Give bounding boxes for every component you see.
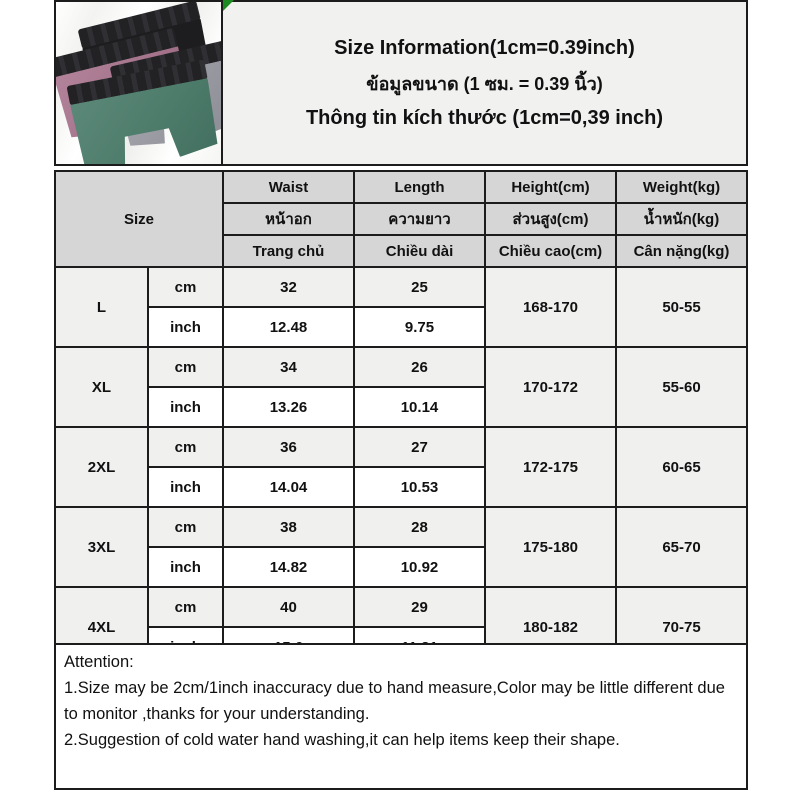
table-row [55, 587, 747, 627]
waist-inch-XL: 13.26 [223, 387, 354, 427]
length-cm-3XL: 28 [354, 507, 485, 547]
waist-cm-4XL: 40 [223, 587, 354, 627]
table-row [55, 267, 747, 307]
weight-XL: 55-60 [616, 347, 747, 427]
table-row [55, 347, 747, 387]
waist-inch-L: 12.48 [223, 307, 354, 347]
waist-inch-2XL: 14.04 [223, 467, 354, 507]
length-inch-L: 9.75 [354, 307, 485, 347]
length-cm-4XL: 29 [354, 587, 485, 627]
col-header-height-th: ส่วนสูง(cm) [485, 203, 616, 235]
col-header-weight-vi: Cân nặng(kg) [616, 235, 747, 267]
size-label-L: L [55, 267, 148, 347]
length-cm-2XL: 27 [354, 427, 485, 467]
length-cm-L: 25 [354, 267, 485, 307]
col-header-length: Length [354, 171, 485, 203]
attention-line-2: 2.Suggestion of cold water hand washing,it can help items keep their shape. [64, 731, 620, 749]
attention-notes [54, 643, 748, 790]
size-header-cell: Size [55, 171, 223, 267]
col-header-weight: Weight(kg) [616, 171, 747, 203]
length-inch-XL: 10.14 [354, 387, 485, 427]
table-row [55, 507, 747, 547]
weight-4XL: 70-75 [616, 587, 747, 667]
title-thai: ข้อมูลขนาด (1 ซม. = 0.39 นิ้ว) [366, 73, 603, 94]
height-XL: 170-172 [485, 347, 616, 427]
col-header-weight-th: น้ำหนัก(kg) [616, 203, 747, 235]
col-header-length-vi: Chiều dài [354, 235, 485, 267]
length-cm-XL: 26 [354, 347, 485, 387]
height-2XL: 172-175 [485, 427, 616, 507]
product-photo [54, 0, 223, 166]
title-block [221, 0, 748, 166]
waist-inch-3XL: 14.82 [223, 547, 354, 587]
attention-title: Attention: [64, 653, 134, 671]
size-label-2XL: 2XL [55, 427, 148, 507]
waist-cm-XL: 34 [223, 347, 354, 387]
col-header-height: Height(cm) [485, 171, 616, 203]
length-inch-3XL: 10.92 [354, 547, 485, 587]
table-row [55, 427, 747, 467]
weight-L: 50-55 [616, 267, 747, 347]
height-L: 168-170 [485, 267, 616, 347]
size-table [54, 170, 748, 668]
col-header-waist-vi: Trang chủ [223, 235, 354, 267]
title-english: Size Information(1cm=0.39inch) [334, 36, 635, 59]
waist-cm-L: 32 [223, 267, 354, 307]
col-header-length-th: ความยาว [354, 203, 485, 235]
unit-inch: inch [148, 467, 223, 507]
unit-cm: cm [148, 427, 223, 467]
unit-cm: cm [148, 587, 223, 627]
unit-inch: inch [148, 547, 223, 587]
weight-2XL: 60-65 [616, 427, 747, 507]
green-corner-triangle-icon [223, 0, 234, 11]
unit-cm: cm [148, 347, 223, 387]
unit-inch: inch [148, 387, 223, 427]
waist-cm-3XL: 38 [223, 507, 354, 547]
unit-cm: cm [148, 267, 223, 307]
height-4XL: 180-182 [485, 587, 616, 667]
unit-inch: inch [148, 307, 223, 347]
weight-3XL: 65-70 [616, 507, 747, 587]
size-label-4XL: 4XL [55, 587, 148, 667]
length-inch-2XL: 10.53 [354, 467, 485, 507]
size-label-XL: XL [55, 347, 148, 427]
col-header-waist-th: หน้าอก [223, 203, 354, 235]
unit-cm: cm [148, 507, 223, 547]
table-header-row-en [55, 171, 747, 203]
size-label-3XL: 3XL [55, 507, 148, 587]
waist-cm-2XL: 36 [223, 427, 354, 467]
col-header-height-vi: Chiều cao(cm) [485, 235, 616, 267]
col-header-waist: Waist [223, 171, 354, 203]
title-vietnamese: Thông tin kích thước (1cm=0,39 inch) [305, 106, 664, 129]
height-3XL: 175-180 [485, 507, 616, 587]
attention-line-1: 1.Size may be 2cm/1inch inaccuracy due to hand measure,Color may be little different due to monitor ,thanks for your understanding. [64, 679, 725, 723]
